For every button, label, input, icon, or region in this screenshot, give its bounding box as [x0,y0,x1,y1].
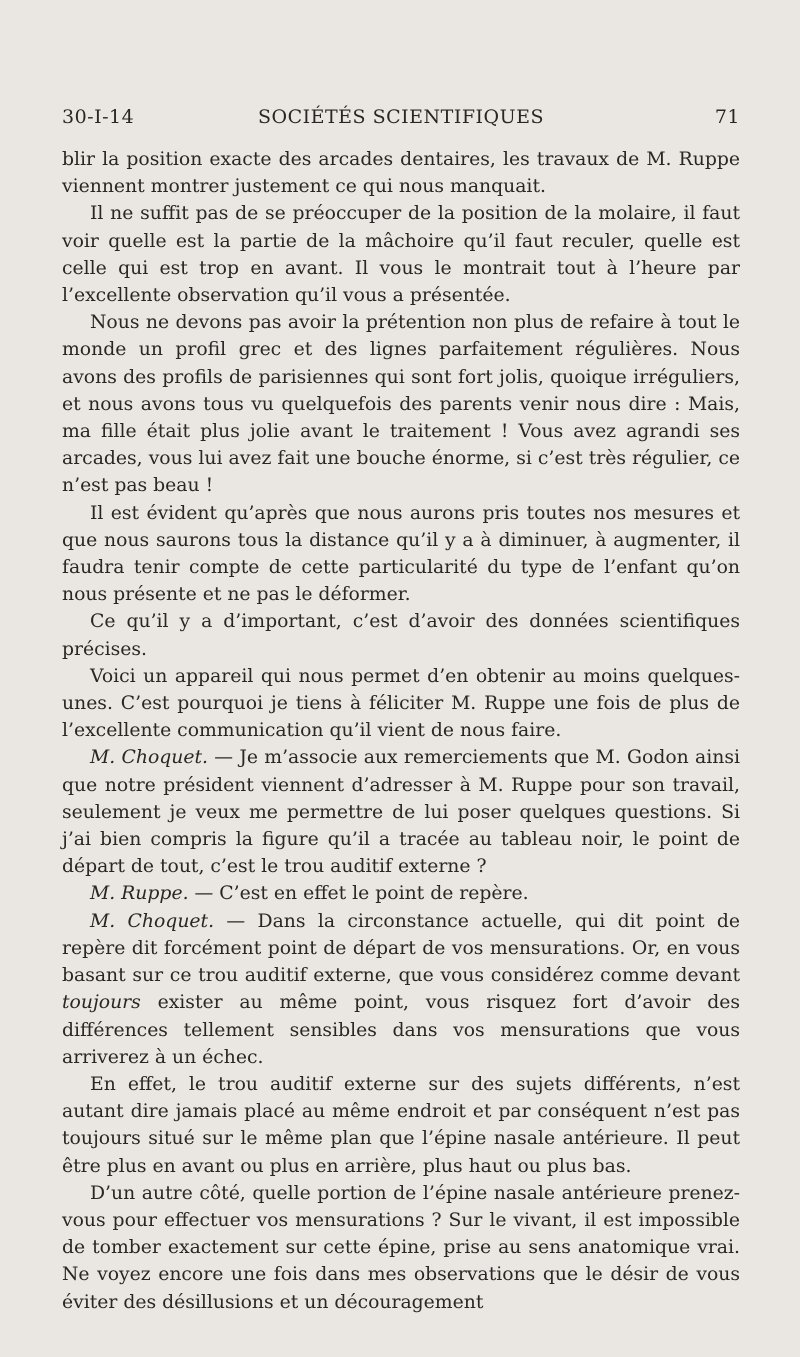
paragraph-text: Nous ne devons pas avoir la prétention non plus de refaire à tout le monde un profil grec et des lignes parfaitement régulières. Nous avons des profils de parisiennes qui sont fort jolis, quoique irréguliers, et nous avons tous vu quelquefois des parents venir nous dire : Mais, ma fille était plus jolie avant le traitement ! Vous avez agrandi ses arcades, vous lui avez fait une bouche énorme, si c’est très régulier, ce n’est pas beau ! [62,312,740,497]
paragraph-text: — Dans la circonstance actuelle, qui dit point de repère dit forcément point de départ de vos mensurations. Or, en vous basant sur ce trou auditif externe, que vous considérez comme devant [62,910,740,987]
paragraph-text: Il est évident qu’après que nous aurons pris toutes nos mesures et que nous saurons tous la distance qu’il y a à diminuer, à augmenter, il faudra tenir compte de cette particularité du type de l’enfant qu’on nous présente et ne pas le déformer. [62,502,740,606]
paragraph [62,200,740,309]
paragraph-text: — Je m’associe aux remerciements que M. Godon ainsi que notre président viennent d’adresser à M. Ruppe pour son travail, seulement je veux me permettre de lui poser quelques questions. Si j’ai bien compris la figure qu’il a tracée au tableau noir, le point de départ de tout, c’est le trou auditif externe ? [62,747,740,878]
paragraph-text: Il ne suffit pas de se préoccuper de la position de la molaire, il faut voir quelle est la partie de la mâchoire qu’il faut reculer, quelle est celle qui est trop en avant. Il vous le montrait tout à l’heure par l’excellente observation qu’il vous a présentée. [62,203,740,307]
paragraph-text: En effet, le trou auditif externe sur des sujets différents, n’est autant dire jamais placé au même endroit et par conséquent n’est pas toujours situé sur le même plan que l’épine nasale antérieure. Il peut être plus en avant ou plus en arrière, plus haut ou plus bas. [62,1073,740,1177]
page-number: 71 [714,106,740,128]
paragraph [62,146,740,200]
paragraph-text: — C’est en effet le point de repère. [194,883,529,905]
paragraph [62,663,740,745]
paragraph [62,1180,740,1316]
running-header [62,106,740,136]
speaker-name: M. Choquet. [90,747,209,769]
emphasis-text: toujours [62,992,141,1014]
paragraph-text: Voici un appareil qui nous permet d’en obtenir au moins quelques-unes. C’est pourquoi je tiens à féliciter M. Ruppe une fois de plus de l’excellente communication qu’il vient de nous faire. [62,665,740,742]
paragraph-text-after: exister au même point, vous risquez fort d’avoir des différences tellement sensibles dans vos mensurations que vous arriverez à un échec. [62,992,740,1068]
paragraph [62,500,740,609]
paragraph [62,744,740,880]
paragraph-text: blir la position exacte des arcades dentaires, les travaux de M. Ruppe viennent montrer justement ce qui nous manquait. [62,149,740,198]
header-title: SOCIÉTÉS SCIENTIFIQUES [258,106,544,128]
paragraph [62,908,740,1071]
speaker-name: M. Ruppe. [90,883,189,905]
paragraph-text: D’un autre côté, quelle portion de l’épine nasale antérieure prenez-vous pour effectuer vos mensurations ? Sur le vivant, il est impossible de tomber exactement sur cette épine, prise au sens anatomique vrai. Ne voyez encore une fois dans mes observations que le désir de vous éviter des désillusions et un découragement [62,1182,740,1313]
header-date: 30-I-14 [62,106,135,128]
paragraph-text: Ce qu’il y a d’important, c’est d’avoir des données scientifiques précises. [62,611,740,660]
page-body [62,146,740,1316]
paragraph [62,608,740,662]
paragraph [62,1071,740,1180]
paragraph [62,309,740,499]
speaker-name: M. Choquet. [90,910,215,932]
paragraph [62,880,740,907]
